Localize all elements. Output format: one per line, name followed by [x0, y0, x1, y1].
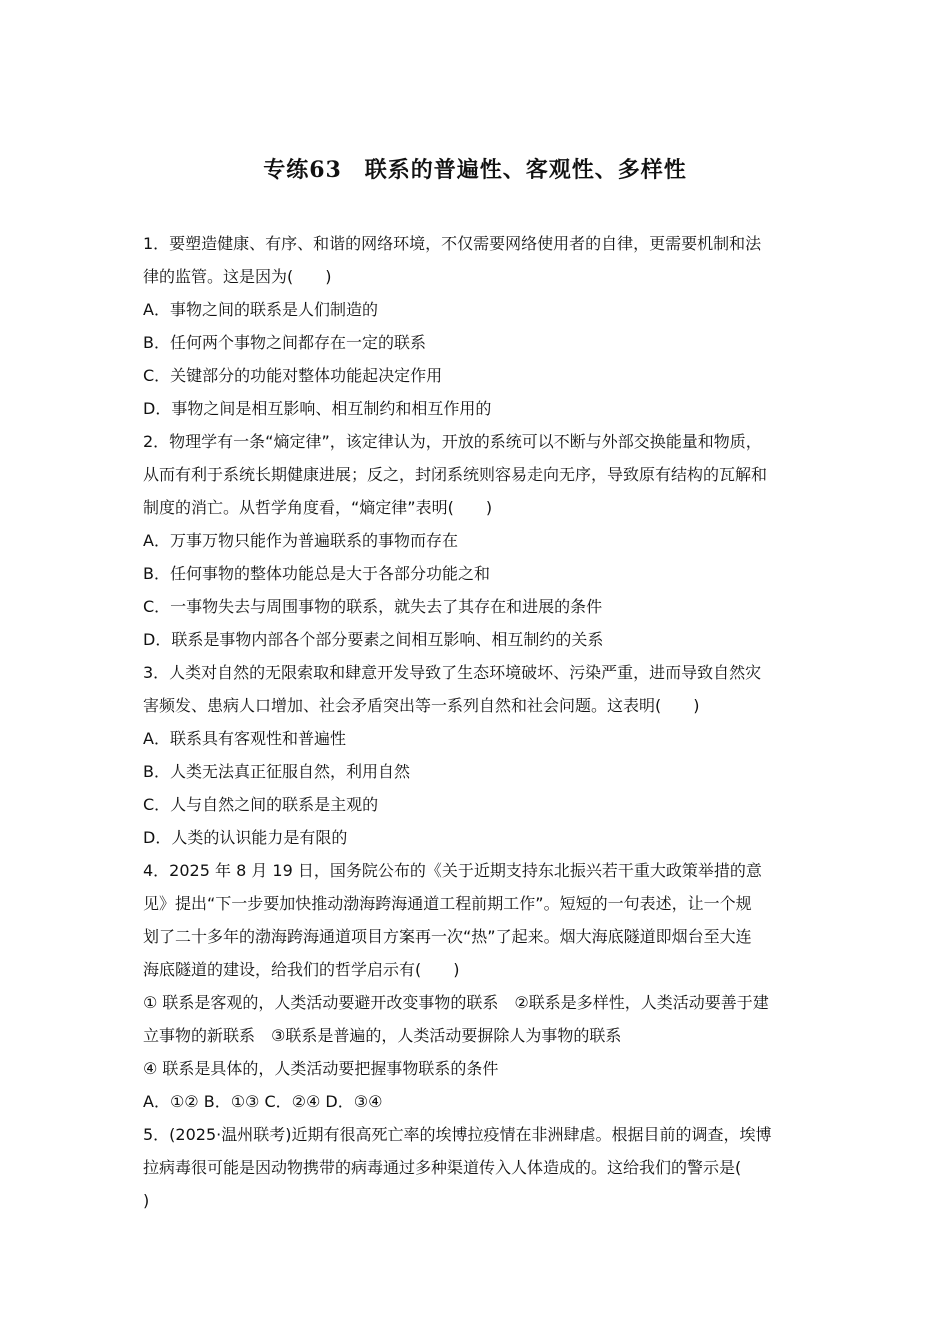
question-3-stem: 害频发、患病人口增加、社会矛盾突出等一系列自然和社会问题。这表明( ): [143, 696, 700, 715]
question-2-stem: 从而有利于系统长期健康进展；反之，封闭系统则容易走向无序，导致原有结构的瓦解和: [143, 465, 768, 484]
question-4-statements: ④ 联系是具体的，人类活动要把握事物联系的条件: [143, 1059, 499, 1078]
question-3-stem: 3．人类对自然的无限索取和肆意开发导致了生态环境破坏、污染严重，进而导致自然灾: [143, 663, 762, 682]
question-4-stem: 见》提出“下一步要加快推动渤海跨海通道工程前期工作”。短短的一句表述，让一个规: [143, 894, 752, 913]
question-1-stem: 1．要塑造健康、有序、和谐的网络环境，不仅需要网络使用者的自律，更需要机制和法: [143, 234, 762, 253]
question-2-option-b: B．任何事物的整体功能总是大于各部分功能之和: [143, 564, 490, 583]
page-title: 专练63 联系的普遍性、客观性、多样性: [263, 157, 687, 183]
question-3-option-b: B．人类无法真正征服自然，利用自然: [143, 762, 410, 781]
question-3-option-a: A．联系具有客观性和普遍性: [143, 729, 346, 748]
question-5-stem: 5．(2025·温州联考)近期有很高死亡率的埃博拉疫情在非洲肆虐。根据目前的调查，埃博: [143, 1125, 772, 1144]
question-3-option-d: D．人类的认识能力是有限的: [143, 828, 348, 847]
question-2-stem: 制度的消亡。从哲学角度看，“熵定律”表明( ): [143, 498, 493, 517]
question-1-stem: 律的监管。这是因为( ): [143, 267, 332, 286]
question-1-option-d: D．事物之间是相互影响、相互制约和相互作用的: [143, 399, 492, 418]
question-4-stem: 4．2025 年 8 月 19 日，国务院公布的《关于近期支持东北振兴若干重大政策举措的意: [143, 861, 762, 880]
question-4-statements: ① 联系是客观的，人类活动要避开改变事物的联系 ②联系是多样性，人类活动要善于建: [143, 993, 769, 1012]
question-1-option-a: A．事物之间的联系是人们制造的: [143, 300, 378, 319]
question-1-option-c: C．关键部分的功能对整体功能起决定作用: [143, 366, 443, 385]
document-body: [143, 227, 813, 1217]
question-2-option-a: A．万事万物只能作为普遍联系的事物而存在: [143, 531, 458, 550]
question-2-option-c: C．一事物失去与周围事物的联系，就失去了其存在和进展的条件: [143, 597, 603, 616]
question-2-option-d: D．联系是事物内部各个部分要素之间相互影响、相互制约的关系: [143, 630, 604, 649]
question-3-option-c: C．人与自然之间的联系是主观的: [143, 795, 379, 814]
question-4-statements: 立事物的新联系 ③联系是普遍的，人类活动要摒除人为事物的联系: [143, 1026, 622, 1045]
question-5-stem: 拉病毒很可能是因动物携带的病毒通过多种渠道传入人体造成的。这给我们的警示是(: [143, 1158, 742, 1177]
question-4-stem: 划了二十多年的渤海跨海通道项目方案再一次“热”了起来。烟大海底隧道即烟台至大连: [143, 927, 752, 946]
question-5-stem: ): [143, 1191, 150, 1210]
question-2-stem: 2．物理学有一条“熵定律”，该定律认为，开放的系统可以不断与外部交换能量和物质，: [143, 432, 762, 451]
question-4-options: A．①② B．①③ C．②④ D．③④: [143, 1092, 383, 1111]
question-1-option-b: B．任何两个事物之间都存在一定的联系: [143, 333, 426, 352]
question-4-stem: 海底隧道的建设，给我们的哲学启示有( ): [143, 960, 460, 979]
